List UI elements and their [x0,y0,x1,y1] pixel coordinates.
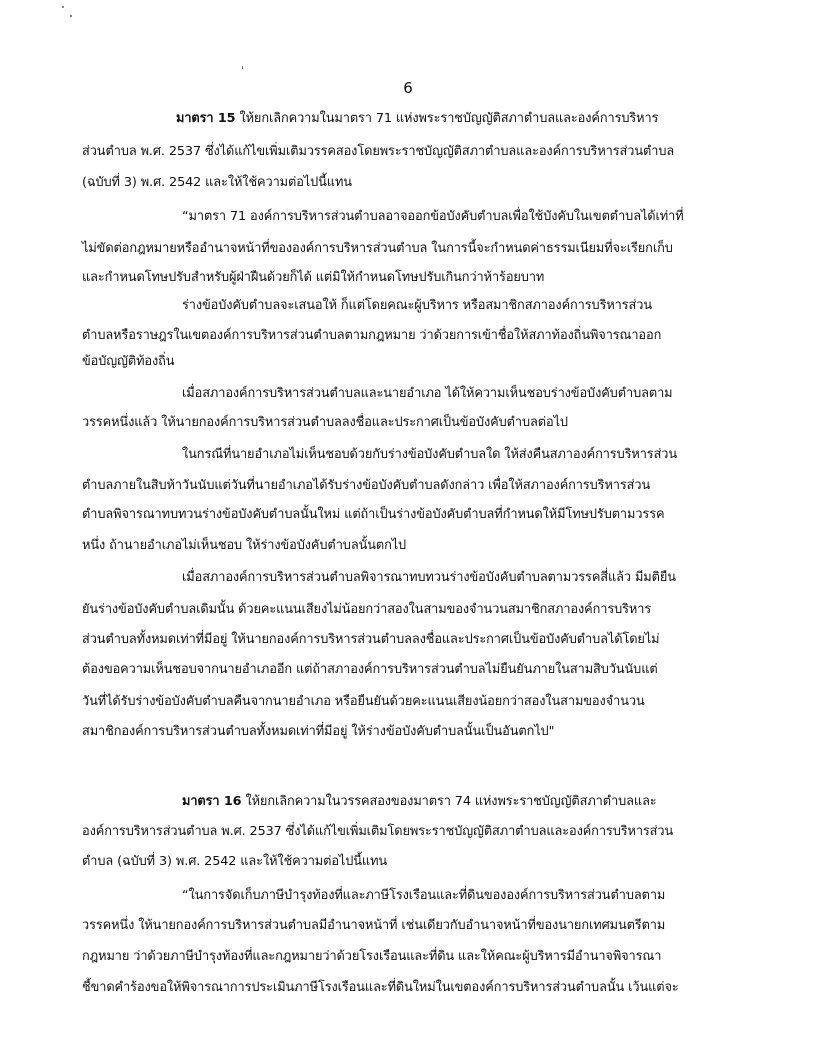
paragraph-line: ต้องขอความเห็นชอบจากนายอำเภออีก แต่ถ้าสภาองค์การบริหารส่วนตำบลไม่ยืนยันภายในสามสิบวันนับแต่ [82,662,658,677]
paragraph-line: (ฉบับที่ 3) พ.ศ. 2542 และให้ใช้ความต่อไปนี้แทน [82,175,352,190]
section-16-heading: มาตรา 16 [182,794,242,809]
paragraph-line: ร่างข้อบังคับตำบลจะเสนอให้ ก็แต่โดยคณะผู้บริหาร หรือสมาชิกสภาองค์การบริหารส่วน [182,298,652,313]
paragraph-line: ตำบล (ฉบับที่ 3) พ.ศ. 2542 และให้ใช้ความต่อไปนี้แทน [82,854,388,869]
paragraph-line: ชี้ขาดคำร้องขอให้พิจารณาการประเมินภาษีโรงเรือนและที่ดินใหม่ในเขตองค์การบริหารส่วนตำบลนั้น เว้นแต่จะ [82,980,679,995]
paragraph-line: ในกรณีที่นายอำเภอไม่เห็นชอบด้วยกับร่างข้อบังคับตำบลใด ให้ส่งคืนสภาองค์การบริหารส่วน [182,447,678,462]
paragraph-line: เมื่อสภาองค์การบริหารส่วนตำบลและนายอำเภอ ได้ให้ความเห็นชอบร่างข้อบังคับตำบลตาม [182,386,673,401]
paragraph-line: หนึ่ง ถ้านายอำเภอไม่เห็นชอบ ให้ร่างข้อบังคับตำบลนั้นตกไป [82,538,407,553]
paragraph-line: องค์การบริหารส่วนตำบล พ.ศ. 2537 ซึ่งได้แก้ไขเพิ่มเติมโดยพระราชบัญญัติสภาตำบลและองค์การบริหารส่วน [82,824,674,839]
paragraph-line: ยันร่างข้อบังคับตำบลเดิมนั้น ด้วยคะแนนเสียงไม่น้อยกว่าสองในสามของจำนวนสมาชิกสภาองค์การบริหาร [82,602,652,617]
paragraph-line: วรรคหนึ่ง ให้นายกองค์การบริหารส่วนตำบลมีอำนาจหน้าที่ เช่นเดียวกับอำนาจหน้าที่ของนายกเทศมนตรีตาม [82,918,666,933]
section-16-line-1 [182,793,657,811]
section-16-text: ให้ยกเลิกความในวรรคสองของมาตรา 74 แห่งพระราชบัญญัติสภาตำบลและ [245,794,657,809]
paragraph-line: ส่วนตำบล พ.ศ. 2537 ซึ่งได้แก้ไขเพิ่มเติมวรรคสองโดยพระราชบัญญัติสภาตำบลและองค์การบริหารส่วนตำบล [82,144,675,159]
paragraph-line: เมื่อสภาองค์การบริหารส่วนตำบลพิจารณาทบทวนร่างข้อบังคับตำบลตามวรรคสี่แล้ว มีมติยืน [182,570,676,585]
paragraph-line: “มาตรา 71 องค์การบริหารส่วนตำบลอาจออกข้อบังคับตำบลเพื่อใช้บังคับในเขตตำบลได้เท่าที่ [182,209,684,224]
section-15-text: ให้ยกเลิกความในมาตรา 71 แห่งพระราชบัญญัติสภาตำบลและองค์การบริหาร [239,111,659,126]
paragraph-line: วรรคหนึ่งแล้ว ให้นายกองค์การบริหารส่วนตำบลลงชื่อและประกาศเป็นข้อบังคับตำบลต่อไป [82,415,568,430]
paragraph-line: ตำบลพิจารณาทบทวนร่างข้อบังคับตำบลนั้นใหม่ แต่ถ้าเป็นร่างข้อบังคับตำบลที่กำหนดให้มีโทษปรับตามวรรค [82,507,665,522]
paragraph-line: ส่วนตำบลทั้งหมดเท่าที่มีอยู่ ให้นายกองค์การบริหารส่วนตำบลลงชื่อและประกาศเป็นข้อบังคับตำบลได้โดยไม่ [82,632,660,647]
paragraph-line: กฎหมาย ว่าด้วยภาษีบำรุงท้องที่และกฎหมายว่าด้วยโรงเรือนและที่ดิน และให้คณะผู้บริหารมีอำนาจพิจารณา [82,949,662,964]
paragraph-line: ไม่ขัดต่อกฎหมายหรืออำนาจหน้าที่ขององค์การบริหารส่วนตำบล ในการนี้จะกำหนดค่าธรรมเนียมที่จะเรียกเก็บ [82,241,673,256]
paragraph-line: สมาชิกองค์การบริหารส่วนตำบลทั้งหมดเท่าที่มีอยู่ ให้ร่างข้อบังคับตำบลนั้นเป็นอันตกไป" [82,724,555,739]
paragraph-line: ตำบลภายในสิบห้าวันนับแต่วันที่นายอำเภอได้รับร่างข้อบังคับตำบลดังกล่าว เพื่อให้สภาองค์การบริหารส่วน [82,478,651,493]
section-15-heading: มาตรา 15 [176,111,236,126]
scan-speck [242,66,243,69]
paragraph-line: “ในการจัดเก็บภาษีบำรุงท้องที่และภาษีโรงเรือนและที่ดินขององค์การบริหารส่วนตำบลตาม [182,888,666,903]
paragraph-line: และกำหนดโทษปรับสำหรับผู้ฝ่าฝืนด้วยก็ได้ แต่มิให้กำหนดโทษปรับเกินกว่าห้าร้อยบาท [82,270,545,285]
scan-speck [70,15,72,17]
page-number: 6 [403,79,413,97]
paragraph-line: ตำบลหรือราษฎรในเขตองค์การบริหารส่วนตำบลตามกฎหมาย ว่าด้วยการเข้าชื่อให้สภาท้องถิ่นพิจารณาออก [82,328,662,343]
paragraph-line: วันที่ได้รับร่างข้อบังคับตำบลคืนจากนายอำเภอ หรือยืนยันด้วยคะแนนเสียงน้อยกว่าสองในสามของจำนวน [82,694,645,709]
section-15-line-1 [176,110,736,128]
paragraph-line: ข้อบัญญัติท้องถิ่น [82,354,175,369]
scan-speck [62,6,64,8]
